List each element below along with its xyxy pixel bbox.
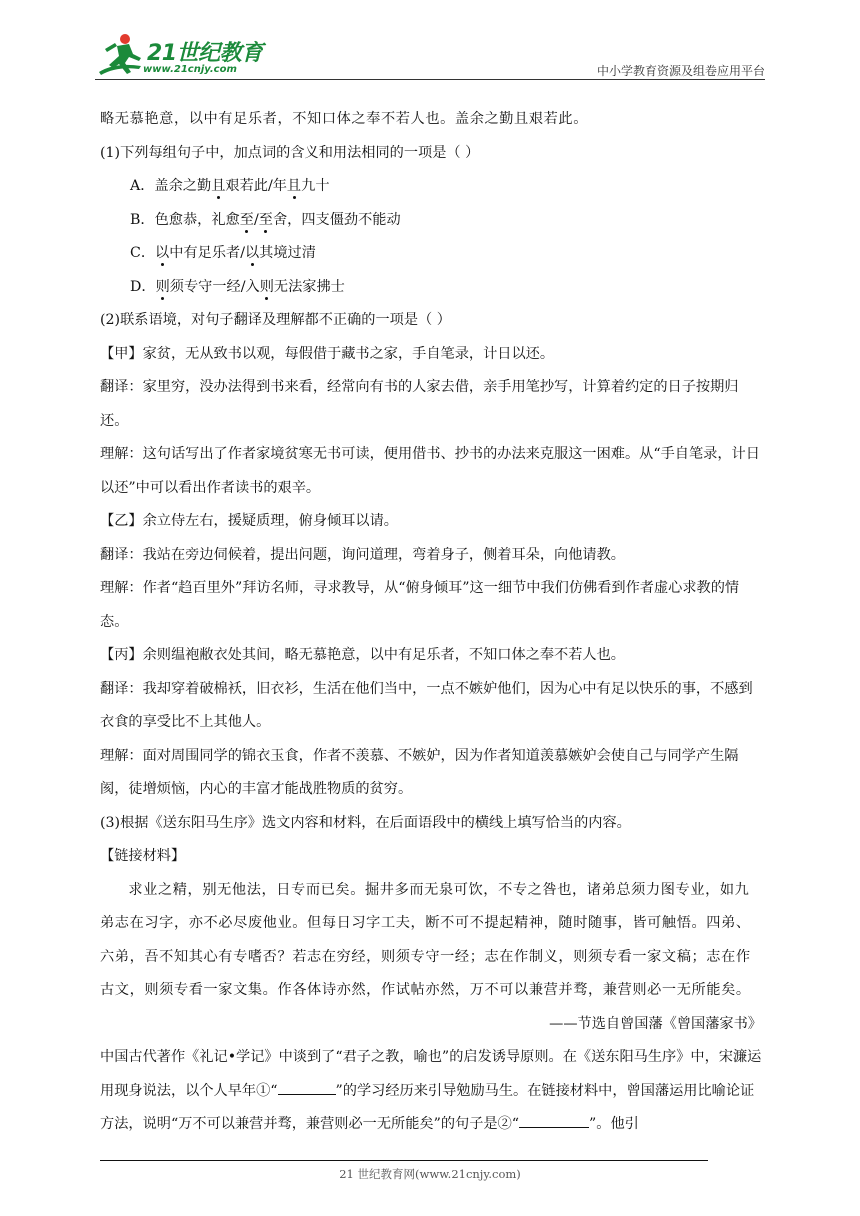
platform-name: 中小学教育资源及组卷应用平台 — [596, 64, 765, 78]
option-d — [100, 271, 762, 305]
option-text: 须专守一经/入 — [169, 278, 260, 295]
paragraph-text: ”。他引 — [589, 1116, 639, 1132]
option-text: / — [253, 211, 259, 228]
item-jia: 【甲】家贫，无从致书以观，每假借于藏书之家，手自笔录，计日以还。 — [100, 345, 555, 362]
item-bing-understanding: 理解：面对周围同学的锦衣玉食，作者不羡慕、不嫉妒，因为作者知道羡慕嫉妒会使自己与同学产生隔阂，徒增烦恼，内心的丰富才能战胜物质的贫穷。 — [100, 747, 739, 797]
link-material-heading: 【链接材料】 — [100, 848, 186, 864]
question-2: (2)联系语境，对句子翻译及理解都不正确的一项是（ ） — [100, 312, 451, 328]
option-text: C． — [130, 245, 156, 261]
paragraph-text: ”的学习经历来引导勉励马生。在链接材料中，曾国藩运用比喻论证方法，说明“万不可以兼营并骛，兼营则必一无所能矣”的句子是②“ — [100, 1082, 755, 1132]
item-bing-translation: 翻译：我却穿着破棉袄，旧衣衫，生活在他们当中，一点不嫉妒他们，因为心中有足以快乐的事，不感到衣食的享受比不上其他人。 — [100, 680, 753, 730]
dotted-word: 至 — [239, 211, 254, 228]
link-material-text: 求业之精，别无他法，日专而已矣。掘井多而无泉可饮，不专之咎也，诸弟总须力图专业，如九弟志在习字，亦不必尽废他业。但每日习字工夫，断不可不提起精神，随时随事，皆可触悟。四弟、六弟，吾不知其心有专嗜否？若志在穷经，则须专守一经；志在作制义，则须专看一家文稿；志在作古文，则须专看一家文集。作各体诗亦然，作试帖亦然，万不可以兼营并骛，兼营则必一无所能矣。 — [100, 881, 751, 998]
dotted-word: 以 — [155, 245, 170, 261]
document-body — [100, 103, 762, 1142]
page-footer: 21 世纪教育网(www.21cnjy.com) — [339, 1167, 521, 1181]
header-divider — [95, 79, 765, 80]
dotted-word: 以 — [244, 245, 260, 261]
item-yi-understanding: 理解：作者“趋百里外”拜访名师，寻求教导，从“俯身倾耳”这一细节中我们仿佛看到作者虚心求教的情态。 — [100, 580, 740, 630]
option-c — [100, 237, 762, 271]
question-1: (1)下列每组句子中，加点词的含义和用法相同的一项是（ ） — [100, 144, 480, 161]
answer-blank-1[interactable] — [278, 1080, 336, 1095]
option-b — [100, 204, 762, 238]
item-jia-translation: 翻译：家里穷，没办法得到书来看，经常向有书的人家去借，亲手用笔抄写，计算着约定的日子按期归还。 — [100, 379, 739, 429]
option-text: 其境过清 — [259, 245, 316, 261]
material-source: ——节选自曾国藩《曾国藩家书》 — [549, 1015, 762, 1032]
logo-text: 21世纪教育 — [147, 41, 263, 66]
item-yi: 【乙】余立侍左右，援疑质理，俯身倾耳以请。 — [100, 513, 398, 529]
option-text: 舍，四支僵劲不能动 — [272, 211, 401, 228]
dotted-word: 且 — [211, 178, 226, 194]
option-text: A．盖余之勤 — [130, 178, 212, 194]
option-text: 艰若此/年 — [225, 178, 287, 194]
answer-blank-2[interactable] — [519, 1113, 589, 1128]
item-yi-translation: 翻译：我站在旁边伺候着，提出问题，询问道理，弯着身子，侧着耳朵，向他请教。 — [100, 546, 625, 563]
option-text: 九十 — [301, 178, 330, 194]
dotted-word: 则 — [259, 278, 274, 295]
paragraph-text: 中国古代著作《礼记•学记》中谈到了“君子之教，喻也”的启发诱导原则。在《送东阳马生序》中，宋濂运用现身说法，以个人早年①“ — [100, 1049, 762, 1099]
dotted-word: 且 — [286, 178, 302, 194]
site-logo — [95, 30, 265, 78]
option-text: 无法家拂士 — [273, 278, 345, 295]
option-a — [100, 170, 762, 204]
fill-in-paragraph — [100, 1041, 762, 1142]
dotted-word: 则 — [155, 278, 170, 295]
question-3: (3)根据《送东阳马生序》选文内容和材料，在后面语段中的横线上填写恰当的内容。 — [100, 814, 631, 831]
item-jia-understanding: 理解：这句话写出了作者家境贫寒无书可读，便用借书、抄书的办法来克服这一困难。从“手自笔录，计日以还”中可以看出作者读书的艰辛。 — [100, 446, 760, 496]
option-text: 中有足乐者/ — [169, 245, 245, 261]
option-text: B．色愈恭，礼愈 — [130, 211, 240, 228]
option-text: D． — [130, 278, 156, 295]
page-header — [95, 30, 765, 80]
item-bing: 【丙】余则缊袍敝衣处其间，略无慕艳意，以中有足乐者，不知口体之奉不若人也。 — [100, 647, 625, 663]
passage-line: 略无慕艳意，以中有足乐者，不知口体之奉不若人也。盖余之勤且艰若此。 — [100, 111, 588, 127]
dotted-word: 至 — [258, 211, 273, 228]
logo-url: www.21cnjy.com — [143, 64, 237, 75]
footer-divider — [100, 1160, 708, 1161]
